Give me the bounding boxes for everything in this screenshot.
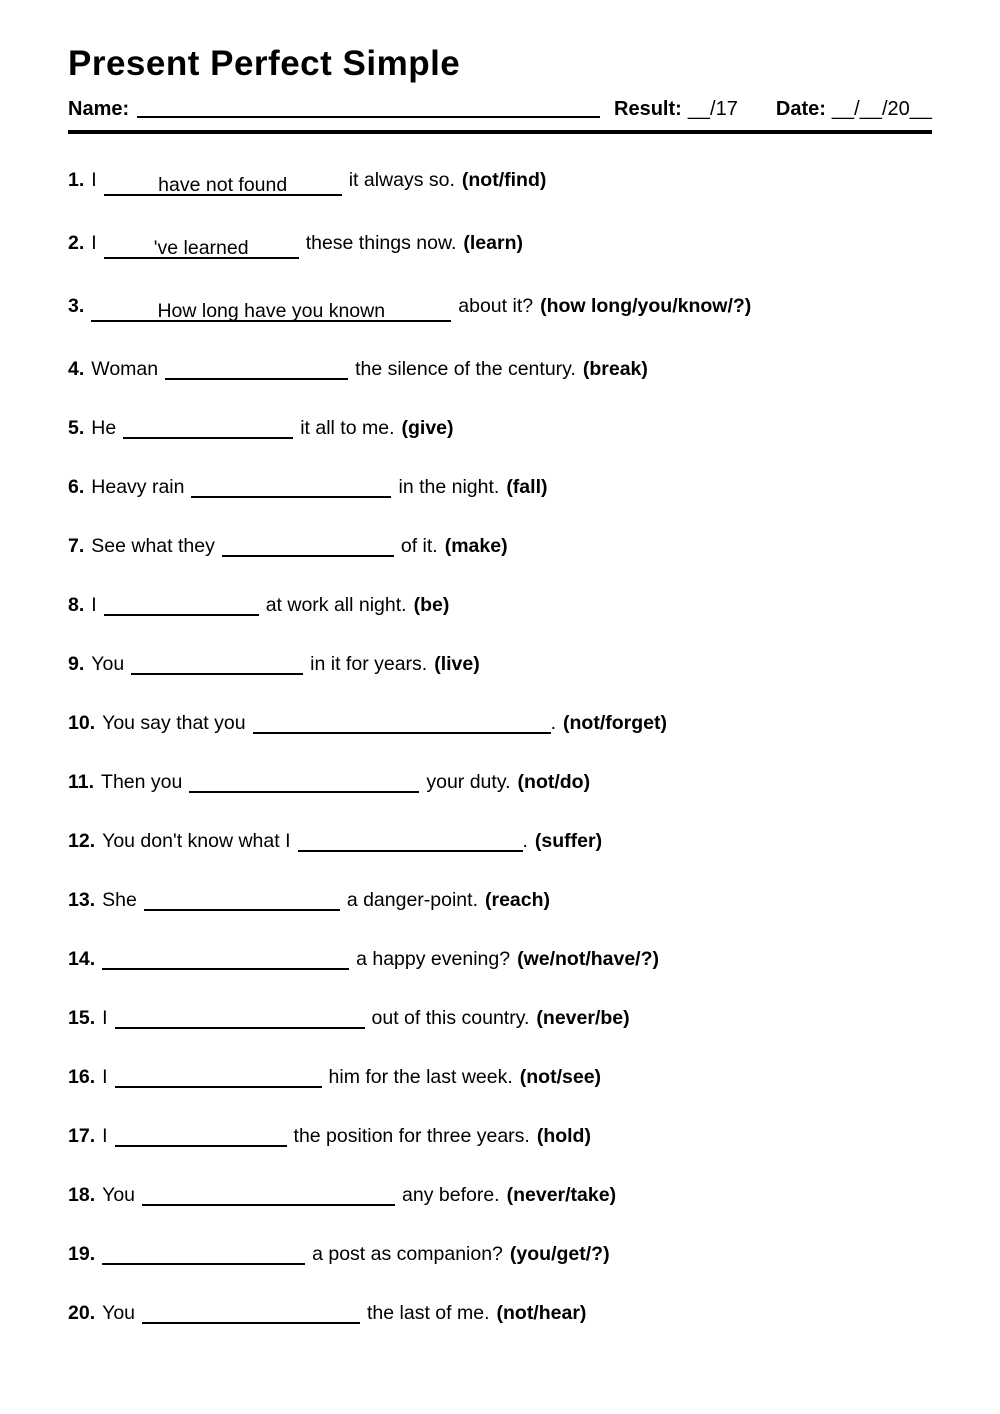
answer-blank bbox=[253, 711, 551, 734]
item-hint: (learn) bbox=[463, 232, 523, 254]
item-post-text: him for the last week. bbox=[328, 1066, 513, 1088]
item-post-text: these things now. bbox=[305, 232, 457, 254]
exercise-item bbox=[68, 416, 932, 440]
item-hint: (give) bbox=[401, 417, 454, 439]
exercise-item bbox=[68, 1242, 932, 1266]
answer-blank bbox=[115, 1006, 365, 1029]
item-post-text: a post as companion? bbox=[312, 1243, 503, 1265]
item-number: 10. bbox=[68, 712, 96, 734]
item-number: 7. bbox=[68, 535, 85, 557]
answer-blank bbox=[131, 652, 303, 675]
exercise-item bbox=[68, 947, 932, 971]
item-hint: (you/get/?) bbox=[509, 1243, 610, 1265]
item-number: 9. bbox=[68, 653, 85, 675]
exercise-item bbox=[68, 231, 932, 259]
answer-blank bbox=[142, 1301, 360, 1324]
answer-blank bbox=[298, 829, 523, 852]
item-post-text: . bbox=[550, 712, 557, 734]
exercise-item bbox=[68, 1301, 932, 1325]
item-number: 11. bbox=[68, 771, 95, 793]
result-label: Result: bbox=[614, 98, 682, 120]
item-hint: (hold) bbox=[536, 1125, 591, 1147]
item-pre-text: You don't know what I bbox=[102, 830, 291, 852]
date-group bbox=[776, 98, 932, 121]
item-pre-text: I bbox=[102, 1007, 108, 1029]
item-hint: (we/not/have/?) bbox=[517, 948, 660, 970]
answer-blank bbox=[115, 1124, 287, 1147]
item-number: 4. bbox=[68, 358, 85, 380]
item-hint: (never/take) bbox=[506, 1184, 617, 1206]
item-post-text: at work all night. bbox=[265, 594, 407, 616]
item-post-text: in the night. bbox=[398, 476, 500, 498]
item-pre-text: He bbox=[91, 417, 117, 439]
item-hint: (not/do) bbox=[517, 771, 591, 793]
item-number: 15. bbox=[68, 1007, 96, 1029]
exercise-item bbox=[68, 829, 932, 853]
item-number: 17. bbox=[68, 1125, 96, 1147]
item-pre-text: I bbox=[91, 232, 97, 254]
name-label: Name: bbox=[68, 98, 130, 120]
item-number: 19. bbox=[68, 1243, 96, 1265]
item-hint: (fall) bbox=[506, 476, 548, 498]
item-pre-text: You bbox=[102, 1184, 136, 1206]
item-post-text: in it for years. bbox=[310, 653, 428, 675]
item-post-text: the silence of the century. bbox=[355, 358, 576, 380]
item-post-text: any before. bbox=[402, 1184, 500, 1206]
item-pre-text: Then you bbox=[101, 771, 183, 793]
answer-blank bbox=[191, 475, 391, 498]
exercise-item bbox=[68, 168, 932, 196]
item-post-text: the last of me. bbox=[367, 1302, 490, 1324]
answer-blank bbox=[102, 947, 349, 970]
item-post-text: out of this country. bbox=[371, 1007, 530, 1029]
item-post-text: it always so. bbox=[348, 169, 455, 191]
item-pre-text: Woman bbox=[91, 358, 159, 380]
answer-blank bbox=[104, 173, 342, 196]
item-hint: (reach) bbox=[485, 889, 551, 911]
answer-blank bbox=[189, 770, 419, 793]
name-group bbox=[68, 98, 614, 121]
item-pre-text: I bbox=[91, 169, 97, 191]
item-hint: (never/be) bbox=[536, 1007, 630, 1029]
item-number: 18. bbox=[68, 1184, 96, 1206]
date-value: __/__/20__ bbox=[831, 98, 932, 120]
item-number: 5. bbox=[68, 417, 85, 439]
header-meta-row bbox=[68, 98, 932, 121]
answer-blank bbox=[165, 357, 348, 380]
exercise-item bbox=[68, 1124, 932, 1148]
exercise-item bbox=[68, 1183, 932, 1207]
item-hint: (break) bbox=[582, 358, 648, 380]
item-hint: (not/hear) bbox=[496, 1302, 587, 1324]
item-pre-text: You bbox=[102, 1302, 136, 1324]
name-blank-line bbox=[137, 115, 600, 118]
item-post-text: the position for three years. bbox=[293, 1125, 530, 1147]
answer-blank bbox=[144, 888, 340, 911]
exercise-item bbox=[68, 711, 932, 735]
item-post-text: your duty. bbox=[426, 771, 511, 793]
item-number: 8. bbox=[68, 594, 85, 616]
result-value: __/17 bbox=[687, 98, 738, 120]
answer-blank bbox=[104, 236, 299, 259]
answer-blank bbox=[222, 534, 394, 557]
item-pre-text: See what they bbox=[91, 535, 215, 557]
answer-blank bbox=[123, 416, 293, 439]
answer-blank bbox=[104, 593, 259, 616]
page-title: Present Perfect Simple bbox=[68, 44, 461, 83]
item-number: 6. bbox=[68, 476, 85, 498]
item-hint: (not/find) bbox=[461, 169, 547, 191]
item-post-text: a happy evening? bbox=[356, 948, 511, 970]
result-group bbox=[614, 98, 738, 121]
item-post-text: of it. bbox=[400, 535, 438, 557]
item-number: 16. bbox=[68, 1066, 96, 1088]
item-pre-text: I bbox=[102, 1125, 108, 1147]
item-pre-text: Heavy rain bbox=[91, 476, 185, 498]
answer-blank bbox=[142, 1183, 395, 1206]
item-pre-text: You say that you bbox=[102, 712, 246, 734]
answer-blank bbox=[115, 1065, 322, 1088]
date-label: Date: bbox=[775, 98, 826, 120]
exercise-item bbox=[68, 357, 932, 381]
item-number: 12. bbox=[68, 830, 96, 852]
item-hint: (make) bbox=[444, 535, 508, 557]
exercise-item bbox=[68, 1065, 932, 1089]
item-number: 1. bbox=[68, 169, 85, 191]
item-number: 3. bbox=[68, 295, 85, 317]
exercise-item bbox=[68, 1006, 932, 1030]
answer-text: 've learned bbox=[153, 237, 249, 259]
header-divider bbox=[68, 130, 932, 134]
item-hint: (be) bbox=[413, 594, 450, 616]
item-number: 14. bbox=[68, 948, 96, 970]
exercise-item bbox=[68, 534, 932, 558]
item-post-text: it all to me. bbox=[300, 417, 395, 439]
exercise-item bbox=[68, 294, 932, 322]
item-post-text: about it? bbox=[458, 295, 534, 317]
exercise-item bbox=[68, 475, 932, 499]
item-pre-text: You bbox=[91, 653, 125, 675]
item-hint: (not/see) bbox=[519, 1066, 602, 1088]
exercise-item bbox=[68, 770, 932, 794]
exercise-item bbox=[68, 888, 932, 912]
item-pre-text: She bbox=[102, 889, 137, 911]
answer-blank bbox=[91, 299, 451, 322]
item-hint: (how long/you/know/?) bbox=[540, 295, 752, 317]
item-post-text: . bbox=[522, 830, 528, 852]
exercise-list bbox=[68, 168, 932, 1325]
item-hint: (suffer) bbox=[534, 830, 603, 852]
item-pre-text: I bbox=[102, 1066, 108, 1088]
item-number: 13. bbox=[68, 889, 96, 911]
item-post-text: a danger-point. bbox=[346, 889, 478, 911]
answer-blank bbox=[102, 1242, 305, 1265]
answer-text: How long have you known bbox=[157, 300, 386, 322]
item-hint: (live) bbox=[434, 653, 480, 675]
item-pre-text: I bbox=[91, 594, 97, 616]
exercise-item bbox=[68, 593, 932, 617]
answer-text: have not found bbox=[158, 174, 288, 196]
item-number: 2. bbox=[68, 232, 85, 254]
item-hint: (not/forget) bbox=[563, 712, 667, 734]
item-number: 20. bbox=[68, 1302, 96, 1324]
exercise-item bbox=[68, 652, 932, 676]
